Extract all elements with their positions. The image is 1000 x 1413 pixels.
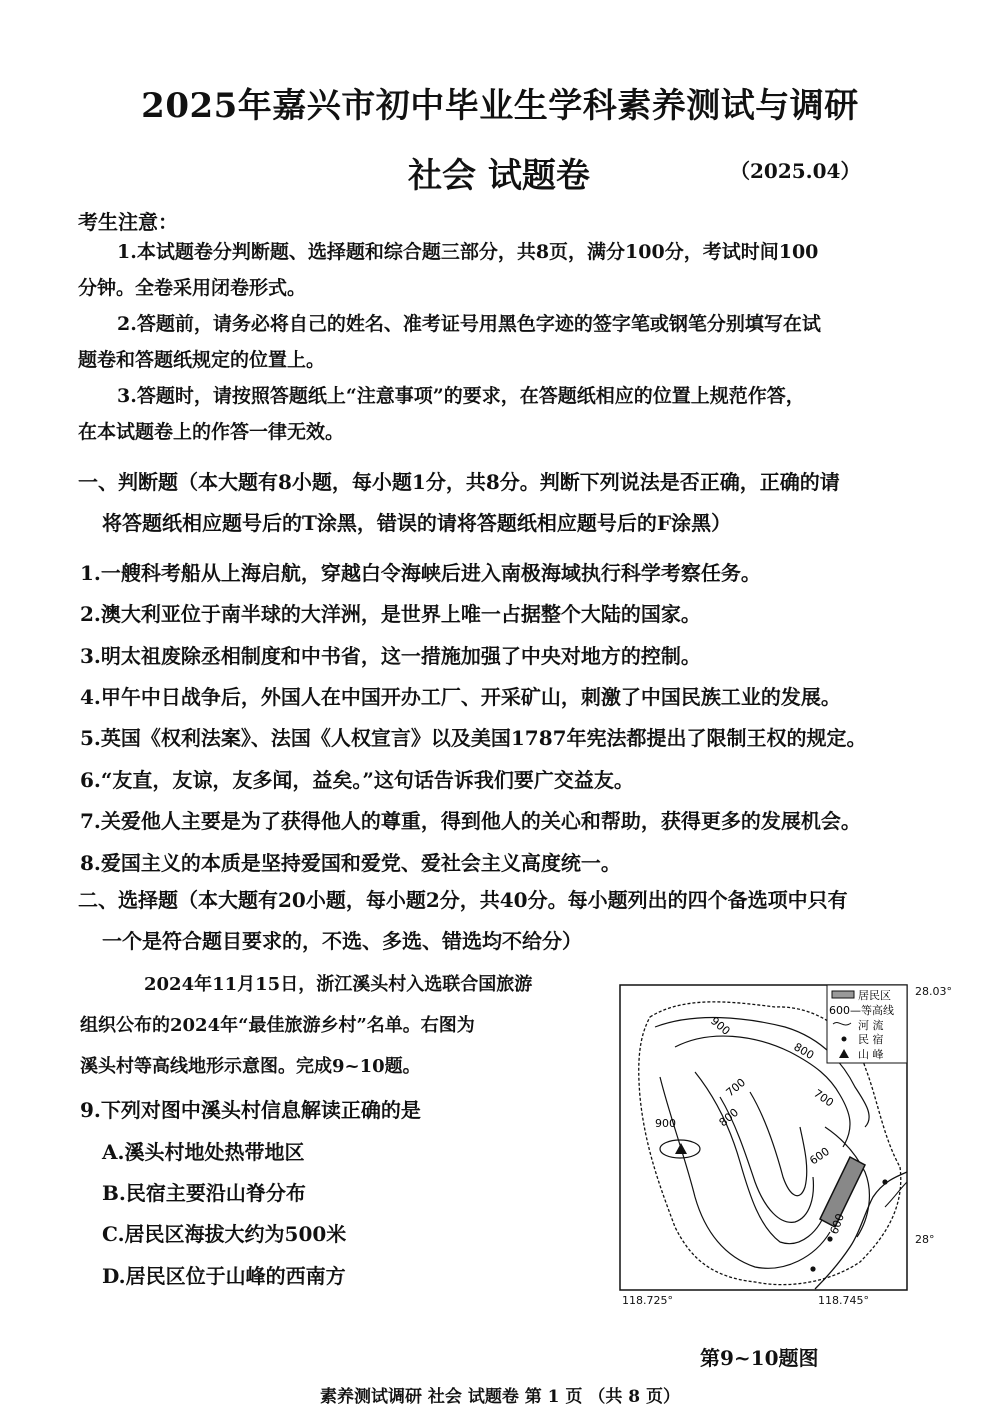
notice-line: 题卷和答题纸规定的位置上。 bbox=[78, 349, 326, 371]
page-footer: 素养测试调研 社会 试题卷 第 1 页 （共 8 页） bbox=[319, 1387, 680, 1407]
notice-line: 在本试题卷上的作答一律无效。 bbox=[78, 421, 345, 443]
legend-peak: 山 峰 bbox=[858, 1048, 884, 1061]
judge-question: 4.甲午中日战争后，外国人在中国开办工厂、开采矿山，刺激了中国民族工业的发展。 bbox=[80, 685, 841, 709]
legend-residential: 居民区 bbox=[858, 989, 891, 1002]
mountain-peak-icon bbox=[675, 1143, 687, 1154]
intro-line: 2024年11月15日，浙江溪头村入选联合国旅游 bbox=[144, 974, 533, 995]
contour-label: 600 bbox=[807, 1144, 832, 1168]
legend-contour: 600—等高线 bbox=[829, 1004, 894, 1017]
intro-line: 溪头村等高线地形示意图。完成9~10题。 bbox=[80, 1056, 421, 1077]
contour-label: 600 bbox=[827, 1211, 848, 1237]
judge-question: 2.澳大利亚位于南半球的大洋洲，是世界上唯一占据整个大陆的国家。 bbox=[80, 602, 701, 626]
page-title: 2025年嘉兴市初中毕业生学科素养测试与调研 bbox=[141, 86, 859, 126]
longitude-left: 118.725° bbox=[622, 1294, 673, 1307]
section1-heading-cont: 将答题纸相应题号后的T涂黑，错误的请将答题纸相应题号后的F涂黑） bbox=[102, 511, 732, 535]
legend-river: 河 流 bbox=[858, 1019, 884, 1032]
option-d: D.居民区位于山峰的西南方 bbox=[102, 1264, 346, 1288]
latitude-mid: 28° bbox=[915, 1233, 935, 1246]
section1-heading: 一、判断题（本大题有8小题，每小题1分，共8分。判断下列说法是否正确，正确的请 bbox=[78, 470, 840, 494]
contour-label: 700 bbox=[811, 1086, 836, 1110]
figure-caption: 第9~10题图 bbox=[700, 1346, 819, 1370]
contour-map-svg bbox=[615, 977, 945, 1322]
notice-line: 2.答题前，请务必将自己的姓名、准考证号用黑色字迹的签字笔或钢笔分别填写在试 bbox=[117, 313, 821, 335]
legend-homestay: 民 宿 bbox=[858, 1033, 884, 1046]
latitude-top: 28.03° bbox=[915, 985, 952, 998]
contour-map bbox=[620, 985, 952, 1307]
contour-label: 800 bbox=[791, 1040, 817, 1063]
contour-label: 800 bbox=[716, 1105, 742, 1130]
judge-question: 3.明太祖废除丞相制度和中书省，这一措施加强了中央对地方的控制。 bbox=[80, 644, 701, 668]
judge-question: 5.英国《权利法案》、法国《人权宣言》以及美国1787年宪法都提出了限制王权的规定。 bbox=[80, 726, 867, 750]
contour-label: 900 bbox=[655, 1117, 676, 1130]
judge-question: 6.“友直，友谅，友多闻，益矣。”这句话告诉我们要广交益友。 bbox=[80, 768, 634, 792]
homestay-icon bbox=[827, 1236, 832, 1241]
intro-line: 组织公布的2024年“最佳旅游乡村”名单。右图为 bbox=[80, 1015, 475, 1036]
section2-heading: 二、选择题（本大题有20小题，每小题2分，共40分。每小题列出的四个备选项中只有 bbox=[78, 888, 848, 912]
legend-homestay-icon bbox=[842, 1037, 847, 1042]
notice-line: 1.本试题卷分判断题、选择题和综合题三部分，共8页，满分100分，考试时间100 bbox=[117, 241, 819, 263]
contour-label: 700 bbox=[723, 1075, 749, 1100]
homestay-icon bbox=[810, 1266, 815, 1271]
judge-question: 8.爱国主义的本质是坚持爱国和爱党、爱社会主义高度统一。 bbox=[80, 851, 621, 875]
notice-heading: 考生注意： bbox=[78, 210, 178, 234]
contour-label: 900 bbox=[708, 1014, 733, 1038]
longitude-right: 118.745° bbox=[818, 1294, 869, 1307]
exam-date: （2025.04） bbox=[730, 159, 861, 183]
homestay-icon bbox=[882, 1179, 887, 1184]
subject-title: 社会 试题卷 bbox=[408, 156, 590, 196]
option-a: A.溪头村地处热带地区 bbox=[102, 1140, 305, 1164]
option-c: C.居民区海拔大约为500米 bbox=[102, 1222, 347, 1246]
judge-question: 7.关爱他人主要是为了获得他人的尊重，得到他人的关心和帮助，获得更多的发展机会。 bbox=[80, 809, 861, 833]
notice-line: 分钟。全卷采用闭卷形式。 bbox=[78, 277, 307, 299]
question-9-stem: 9.下列对图中溪头村信息解读正确的是 bbox=[80, 1098, 421, 1122]
section2-heading-cont: 一个是符合题目要求的，不选、多选、错选均不给分） bbox=[102, 929, 582, 953]
judge-question: 1.一艘科考船从上海启航，穿越白令海峡后进入南极海域执行科学考察任务。 bbox=[80, 561, 761, 585]
notice-line: 3.答题时，请按照答题纸上“注意事项”的要求，在答题纸相应的位置上规范作答， bbox=[117, 385, 805, 407]
option-b: B.民宿主要沿山脊分布 bbox=[102, 1181, 306, 1205]
